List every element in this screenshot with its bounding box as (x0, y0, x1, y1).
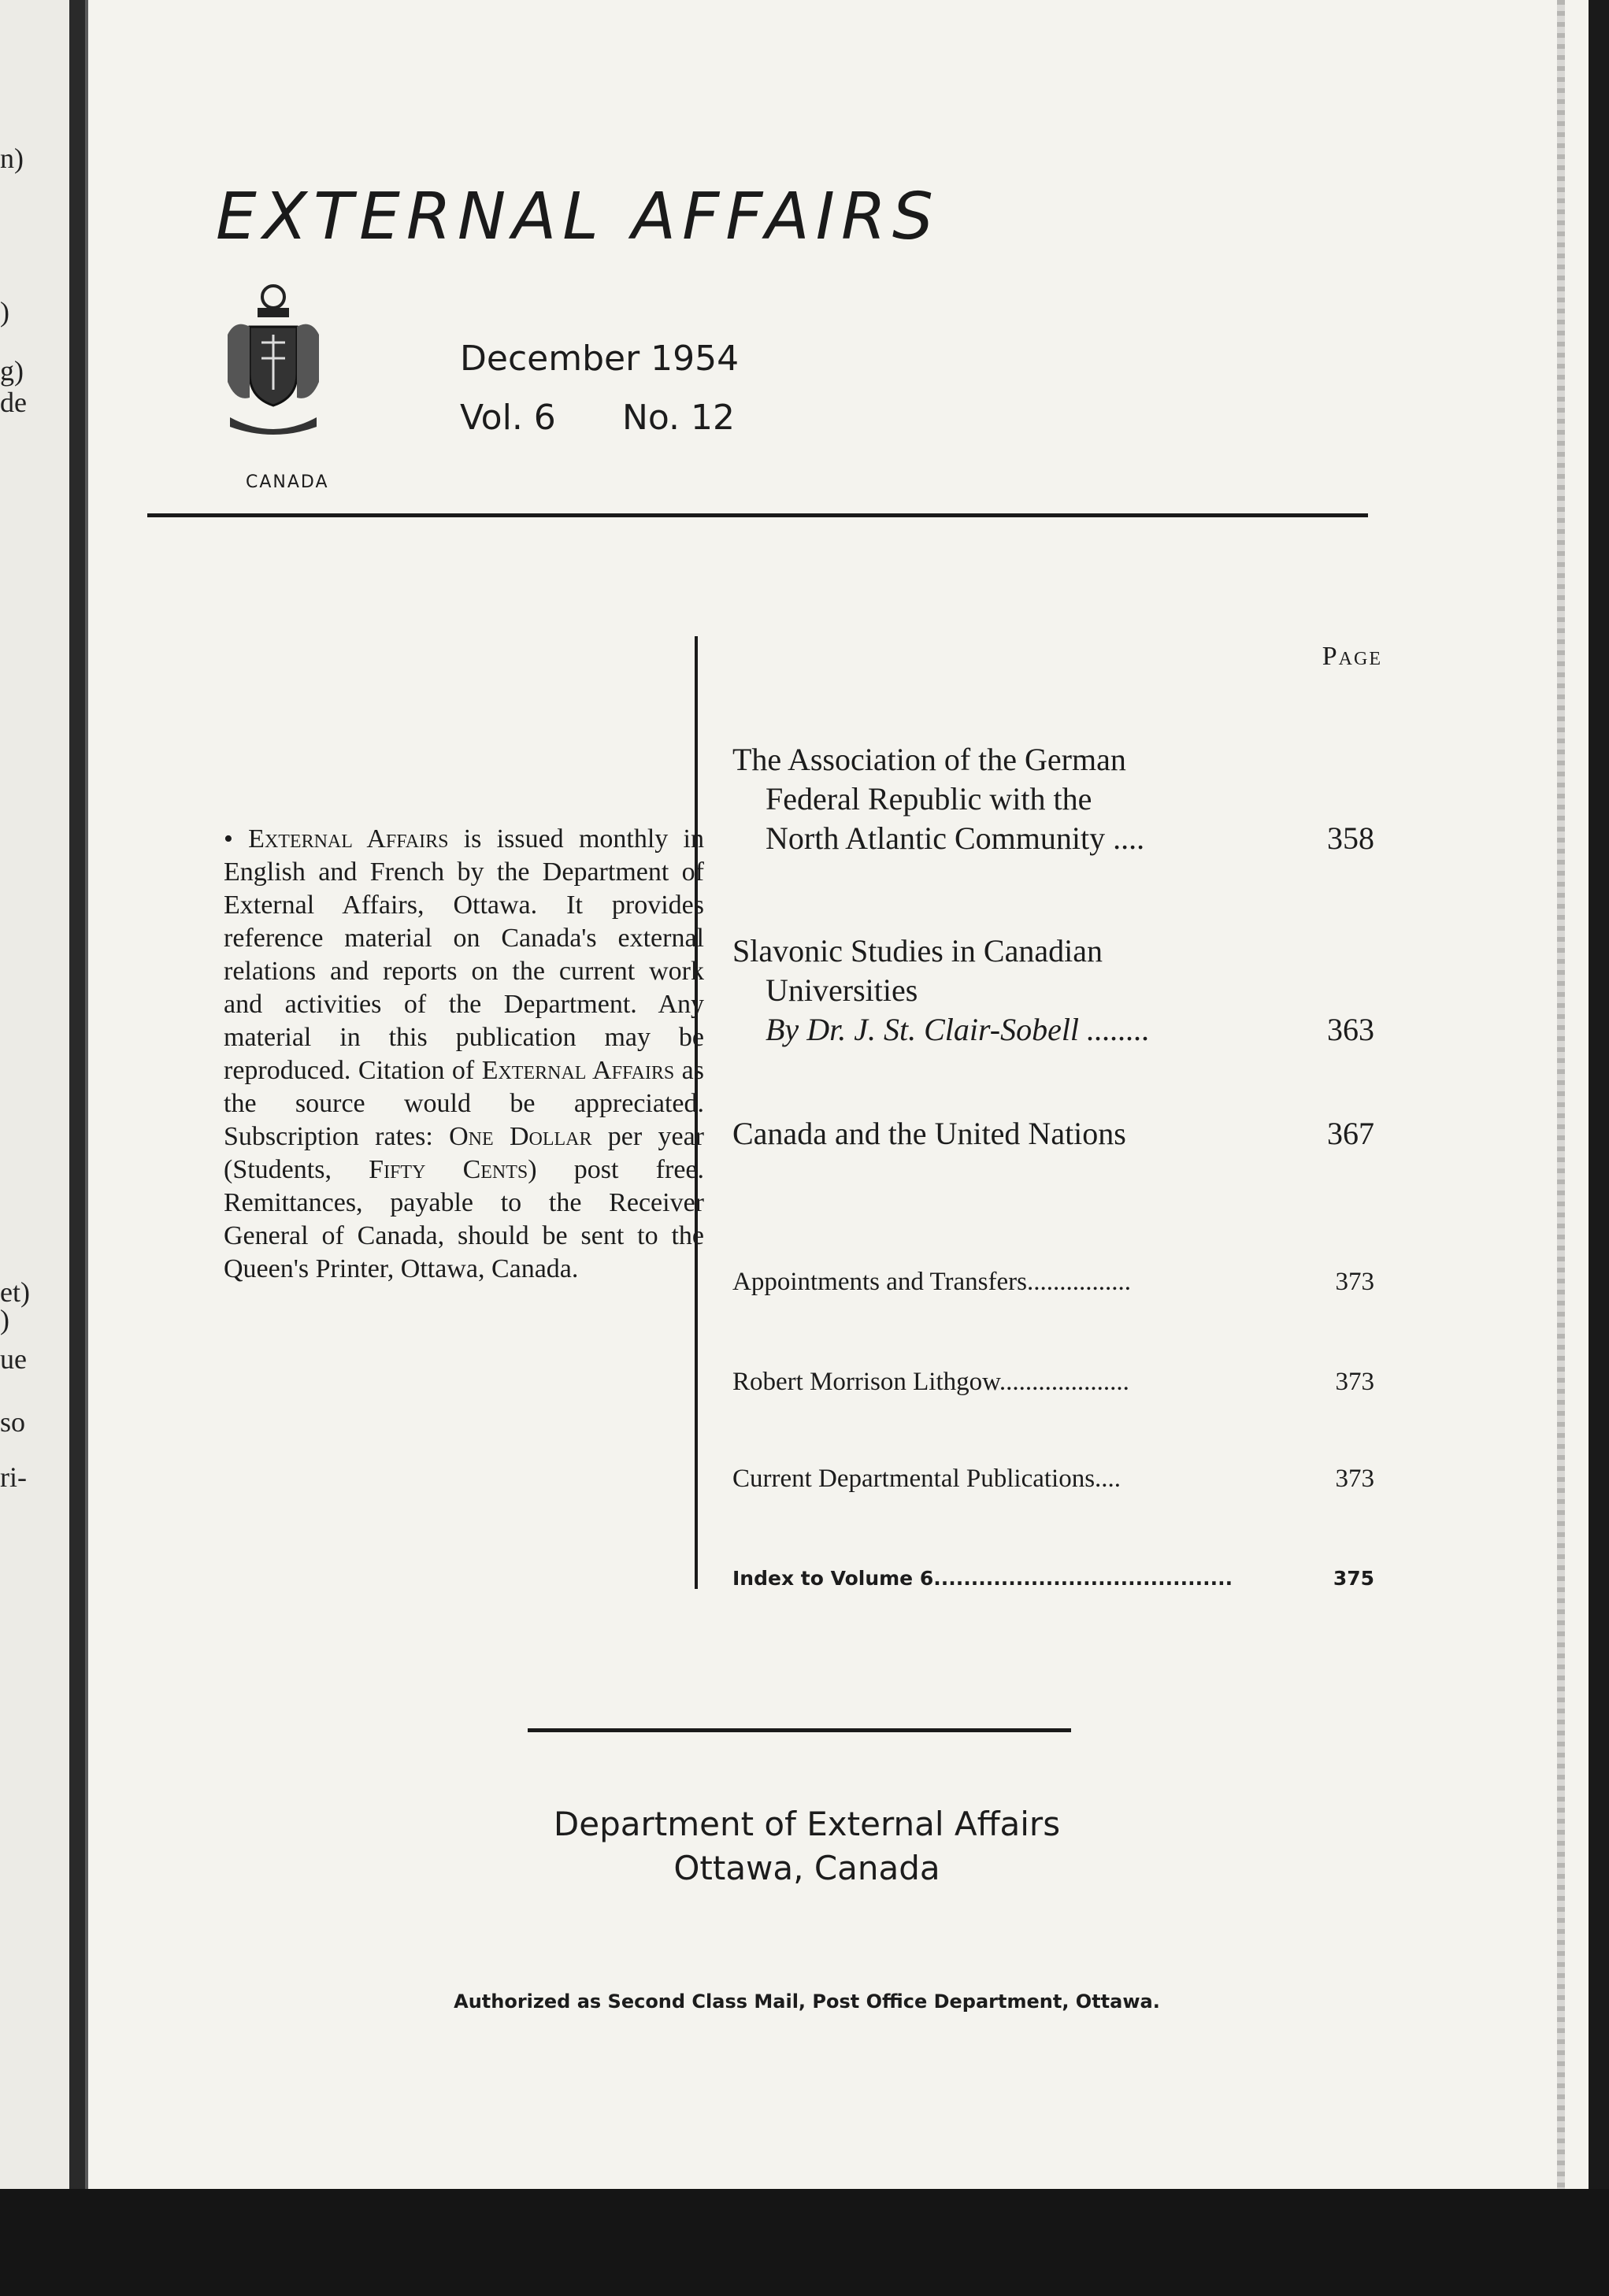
toc-entry-title-line: North Atlantic Community .... (766, 820, 1145, 856)
blurb-text-part: Fifty Cents (369, 1155, 528, 1184)
header-rule (147, 513, 1368, 517)
bullet-icon: • (224, 824, 233, 854)
contents-page-header: Page (1322, 642, 1382, 671)
blurb-text-part: ) post free. Remittances, payable to the Receiver General of Canada, should be sent to the Queen's Printer, Ottawa, Canada. (224, 1155, 705, 1283)
masthead-title: EXTERNAL AFFAIRS (216, 180, 940, 254)
issue-date: December 1954 (460, 339, 740, 379)
toc-entry (732, 1463, 1374, 1494)
toc-entry-final-line (732, 1114, 1374, 1154)
prev-page-fragment: g) (0, 355, 24, 387)
toc-entry-title-line: Canada and the United Nations (732, 1116, 1126, 1151)
toc-entry-page: 373 (1335, 1268, 1374, 1296)
toc-entry-final-line (732, 1366, 1374, 1398)
scan-bottom-edge (0, 2189, 1609, 2296)
toc-entry-title-line: Robert Morrison Lithgow.................... (732, 1368, 1129, 1396)
blurb-text-part: External Affairs (248, 824, 449, 854)
footer-department: Department of External Affairs (553, 1805, 1061, 1843)
toc-entry (732, 1266, 1374, 1298)
prev-page-fragment: ) (0, 296, 9, 328)
binding-gutter (69, 0, 85, 2189)
toc-entry-page: 358 (1327, 820, 1374, 856)
toc-entry (732, 931, 1374, 1050)
page-edge (1557, 0, 1565, 2189)
toc-entry-final-line (732, 1266, 1374, 1298)
toc-entry-title-line: Appointments and Transfers................ (732, 1268, 1131, 1296)
toc-entry-title-line: Universities (766, 972, 918, 1008)
issue-volume: Vol. 6 (460, 398, 556, 438)
blurb-text-part: One Dollar (449, 1122, 592, 1151)
toc-entry-title-line: Current Departmental Publications.... (732, 1465, 1121, 1493)
prev-page-fragment: so (0, 1406, 26, 1438)
toc-entry-final-line (732, 1010, 1374, 1050)
prev-page-fragment: ri- (0, 1461, 27, 1493)
toc-entry-page: 373 (1335, 1368, 1374, 1396)
previous-page-edge (0, 0, 69, 2189)
toc-entry-page: 375 (1333, 1567, 1374, 1590)
toc-entry-title-line: The Association of the German (732, 742, 1126, 777)
prev-page-fragment: n) (0, 143, 24, 174)
footer-city: Ottawa, Canada (673, 1849, 940, 1887)
blurb-text-part: External Affairs (481, 1056, 675, 1085)
prev-page-fragment: de (0, 387, 27, 418)
toc-entry-title-line: Slavonic Studies in Canadian (732, 933, 1103, 968)
toc-entry-title-line: Federal Republic with the (766, 781, 1092, 817)
prev-page-fragment: ue (0, 1343, 27, 1375)
toc-entry-page: 363 (1327, 1012, 1374, 1047)
toc-entry (732, 740, 1374, 858)
toc-entry-final-line (732, 1463, 1374, 1494)
toc-entry (732, 1565, 1374, 1592)
toc-entry-title-line: Index to Volume 6........................................ (732, 1567, 1233, 1590)
publication-blurb (224, 823, 704, 1286)
prev-page-fragment: et) (0, 1276, 30, 1308)
prev-page-fragment: ) (0, 1304, 9, 1335)
toc-entry-final-line (732, 1565, 1374, 1592)
blurb-text-part: per year (Students, (224, 1122, 704, 1184)
toc-entry-author-line: By Dr. J. St. Clair-Sobell ........ (766, 1012, 1151, 1047)
cover-page (85, 0, 1589, 2189)
footer-rule (528, 1728, 1071, 1732)
mail-authorization: Authorized as Second Class Mail, Post Office Department, Ottawa. (454, 1990, 1160, 2013)
toc-entry-final-line (732, 819, 1374, 858)
toc-entry (732, 1114, 1374, 1154)
toc-entry-page: 367 (1327, 1116, 1374, 1151)
blurb-text-part: is issued monthly in English and French by the Department of External Affairs, Ottawa. It provides reference material on Canada's external relations and reports on the current work and activities of the Department. Any material in this publication may be reproduced. Citation of (224, 824, 704, 1085)
blurb-text-part: as the source would be appreciated. Subscription rates: (224, 1056, 704, 1151)
issue-number: No. 12 (622, 398, 736, 438)
coat-of-arms-icon (218, 280, 328, 437)
toc-entry-page: 373 (1335, 1465, 1374, 1493)
toc-entry (732, 1366, 1374, 1398)
crest-caption: CANADA (246, 472, 329, 492)
